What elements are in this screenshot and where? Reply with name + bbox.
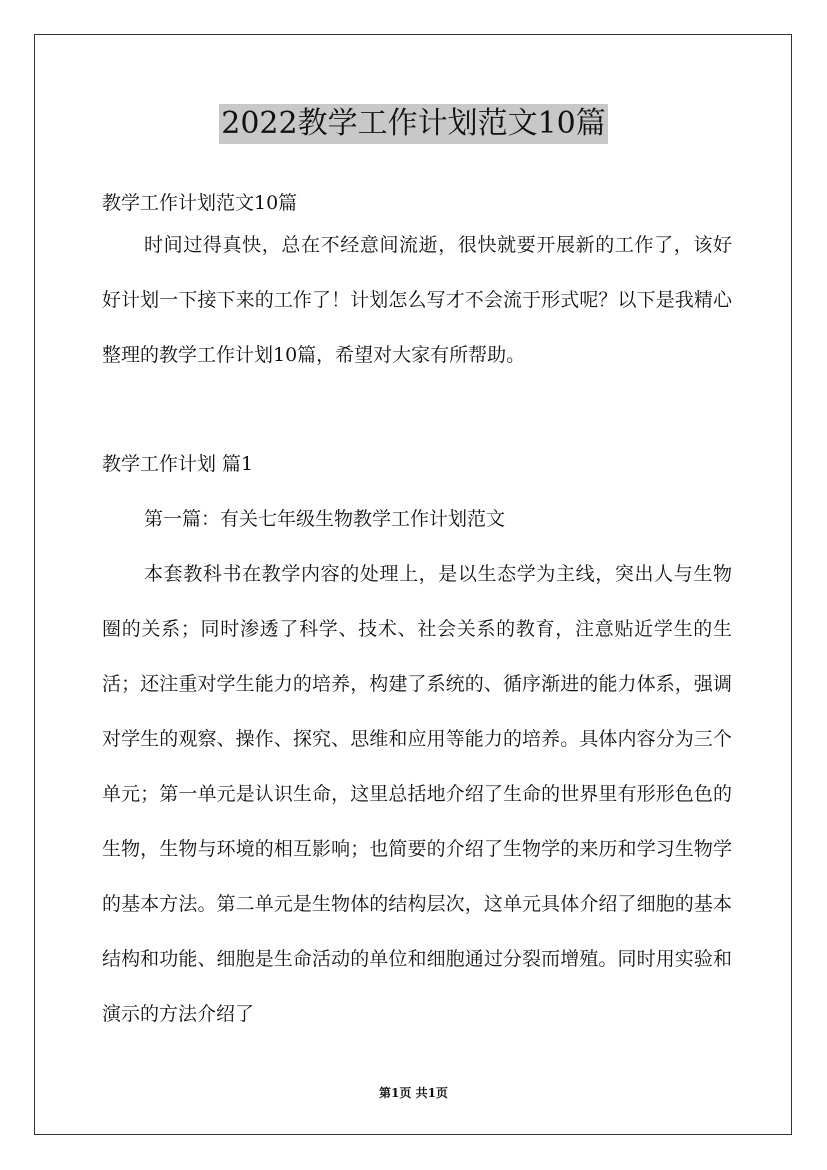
section-heading: 教学工作计划 篇1 (102, 453, 254, 475)
body-block (102, 547, 732, 1042)
section-heading-block (102, 437, 732, 492)
article-title-block (102, 492, 732, 547)
intro-block (102, 218, 732, 383)
document-title: 2022教学工作计划范文10篇 (219, 104, 608, 144)
page-number: 第1页 共1页 (379, 1086, 448, 1100)
page-footer (0, 1084, 827, 1101)
title-container (0, 104, 827, 144)
document-subtitle: 教学工作计划范文10篇 (102, 192, 298, 214)
article-title: 第一篇：有关七年级生物教学工作计划范文 (144, 508, 506, 530)
intro-paragraph: 时间过得真快，总在不经意间流逝，很快就要开展新的工作了，该好好计划一下接下来的工作了！计划怎么写才不会流于形式呢？以下是我精心整理的教学工作计划10篇，希望对大家有所帮助。 (102, 234, 732, 366)
body-paragraph: 本套教科书在教学内容的处理上，是以生态学为主线，突出人与生物圈的关系；同时渗透了科学、技术、社会关系的教育，注意贴近学生的生活；还注重对学生能力的培养，构建了系统的、循序渐进的能力体系，强调对学生的观察、操作、探究、思维和应用等能力的培养。具体内容分为三个单元；第一单元是认识生命，这里总括地介绍了生命的世界里有形形色色的生物，生物与环境的相互影响；也简要的介绍了生物学的来历和学习生物学的基本方法。第二单元是生物体的结构层次，这单元具体介绍了细胞的基本结构和功能、细胞是生命活动的单位和细胞通过分裂而增殖。同时用实验和演示的方法介绍了 (102, 563, 732, 1025)
